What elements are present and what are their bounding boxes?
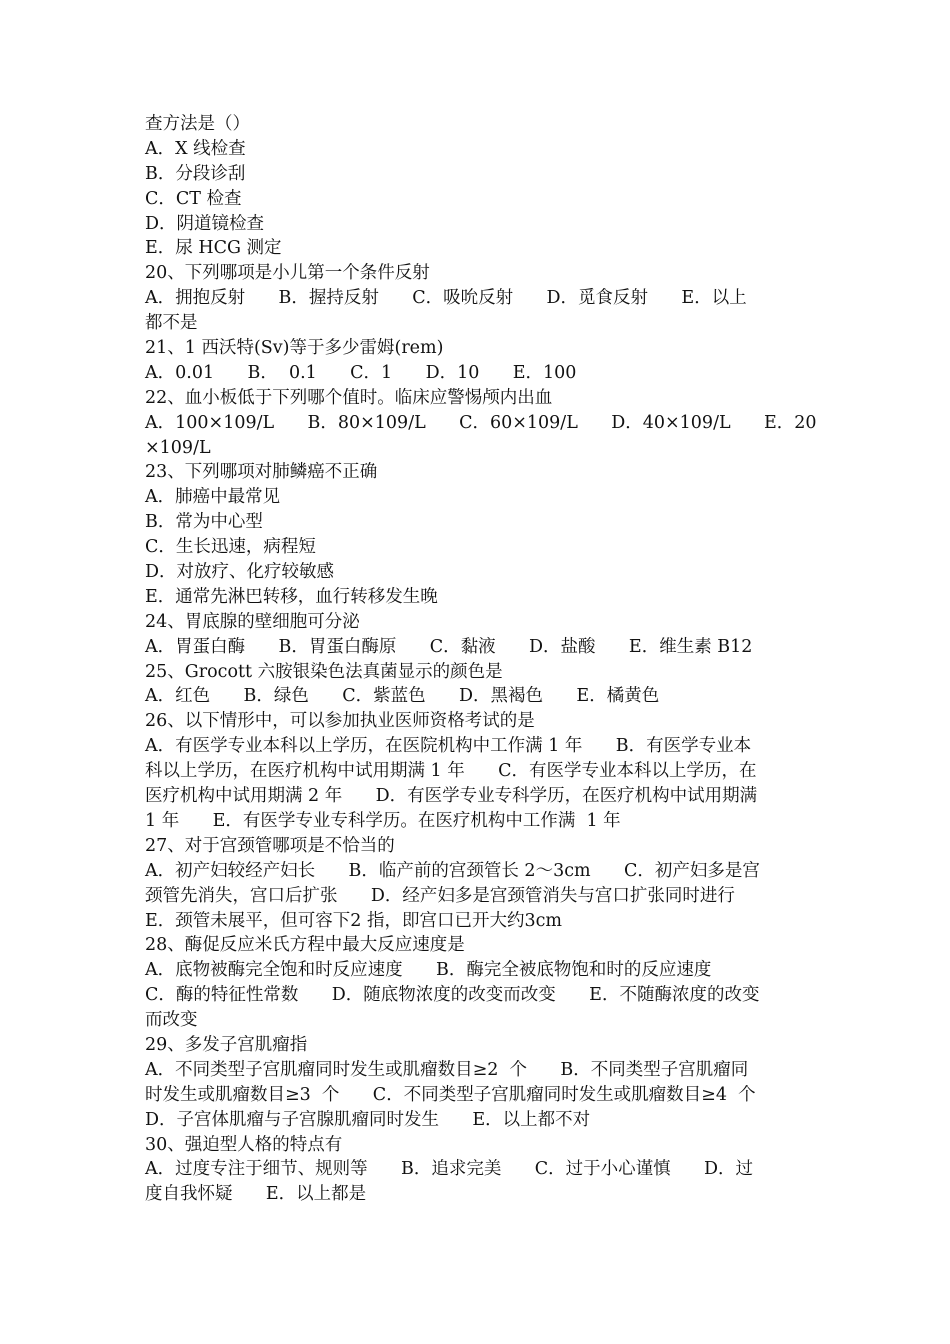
text-line: 而改变 xyxy=(145,1010,198,1031)
text-line: A．拥抱反射 B．握持反射 C．吸吮反射 D．觅食反射 E．以上 xyxy=(145,288,747,309)
question-line: 26、以下情形中，可以参加执业医师资格考试的是 xyxy=(145,711,535,732)
text-line: 查方法是（） xyxy=(145,114,250,134)
text-line: A．过度专注于细节、规则等 B．追求完美 C．过于小心谨慎 D．过 xyxy=(145,1159,754,1180)
text-line: A．红色 B．绿色 C．紫蓝色 D．黑褐色 E．橘黄色 xyxy=(145,686,660,707)
text-line: B．分段诊刮 xyxy=(145,163,246,184)
text-line: E．颈管未展平，但可容下2 指，即宫口已开大约3cm xyxy=(145,910,562,931)
question-line: 30、强迫型人格的特点有 xyxy=(145,1134,343,1155)
question-line: 28、酶促反应米氏方程中最大反应速度是 xyxy=(145,935,465,956)
question-line: 27、对于宫颈管哪项是不恰当的 xyxy=(145,835,395,856)
text-line: A．0.01 B． 0.1 C．1 D．10 E．100 xyxy=(145,362,577,383)
text-line: 颈管先消失，宫口后扩张 D．经产妇多是宫颈管消失与宫口扩张同时进行 xyxy=(145,885,735,906)
text-line: ×109/L xyxy=(145,437,211,458)
text-line: A．底物被酶完全饱和时反应速度 B．酶完全被底物饱和时的反应速度 xyxy=(145,960,712,981)
text-line: A．X 线检查 xyxy=(145,138,246,159)
text-line: 医疗机构中试用期满 2 年 D．有医学专业专科学历，在医疗机构中试用期满 xyxy=(145,786,758,807)
text-line: 时发生或肌瘤数目≥3 个 C．不同类型子宫肌瘤同时发生或肌瘤数目≥4 个 xyxy=(145,1084,756,1105)
text-line: A．不同类型子宫肌瘤同时发生或肌瘤数目≥2 个 B．不同类型子宫肌瘤同 xyxy=(145,1059,749,1080)
question-line: 23、下列哪项对肺鳞癌不正确 xyxy=(145,462,378,483)
text-line: D．阴道镜检查 xyxy=(145,213,265,234)
text-line: A．胃蛋白酶 B．胃蛋白酶原 C．黏液 D．盐酸 E．维生素 B12 xyxy=(145,636,753,657)
text-line: E．通常先淋巴转移，血行转移发生晚 xyxy=(145,586,438,607)
text-line: 度自我怀疑 E．以上都是 xyxy=(145,1184,367,1205)
question-line: 20、下列哪项是小儿第一个条件反射 xyxy=(145,263,430,284)
text-line: A．初产妇较经产妇长 B．临产前的宫颈管长 2～3cm C．初产妇多是宫 xyxy=(145,860,760,881)
question-line: 29、多发子宫肌瘤指 xyxy=(145,1034,308,1055)
question-line: 22、血小板低于下列哪个值时。临床应警惕颅内出血 xyxy=(145,387,553,408)
text-line: 科以上学历，在医疗机构中试用期满 1 年 C．有医学专业本科以上学历，在 xyxy=(145,761,757,782)
text-line: B．常为中心型 xyxy=(145,512,263,533)
text-line: A．有医学专业本科以上学历，在医院机构中工作满 1 年 B．有医学专业本 xyxy=(145,736,752,757)
text-line: E．尿 HCG 测定 xyxy=(145,238,282,259)
text-line: A．100×109/L B．80×109/L C．60×109/L D．40×109/L E．20 xyxy=(145,412,817,433)
document-page xyxy=(145,112,817,1207)
text-line: 都不是 xyxy=(145,313,198,334)
text-line: C．CT 检查 xyxy=(145,188,242,209)
text-line: C．酶的特征性常数 D．随底物浓度的改变而改变 E．不随酶浓度的改变 xyxy=(145,985,760,1006)
question-line: 24、胃底腺的壁细胞可分泌 xyxy=(145,611,360,632)
text-line: D．对放疗、化疗较敏感 xyxy=(145,562,335,583)
text-line: D．子宫体肌瘤与子宫腺肌瘤同时发生 E．以上都不对 xyxy=(145,1109,591,1130)
question-line: 21、1 西沃特(Sv)等于多少雷姆(rem) xyxy=(145,338,444,359)
text-line: C．生长迅速，病程短 xyxy=(145,537,316,558)
text-line: 1 年 E．有医学专业专科学历。在医疗机构中工作满 1 年 xyxy=(145,810,621,831)
text-line: A．肺癌中最常见 xyxy=(145,487,281,508)
question-line: 25、Grocott 六胺银染色法真菌显示的颜色是 xyxy=(145,661,503,682)
